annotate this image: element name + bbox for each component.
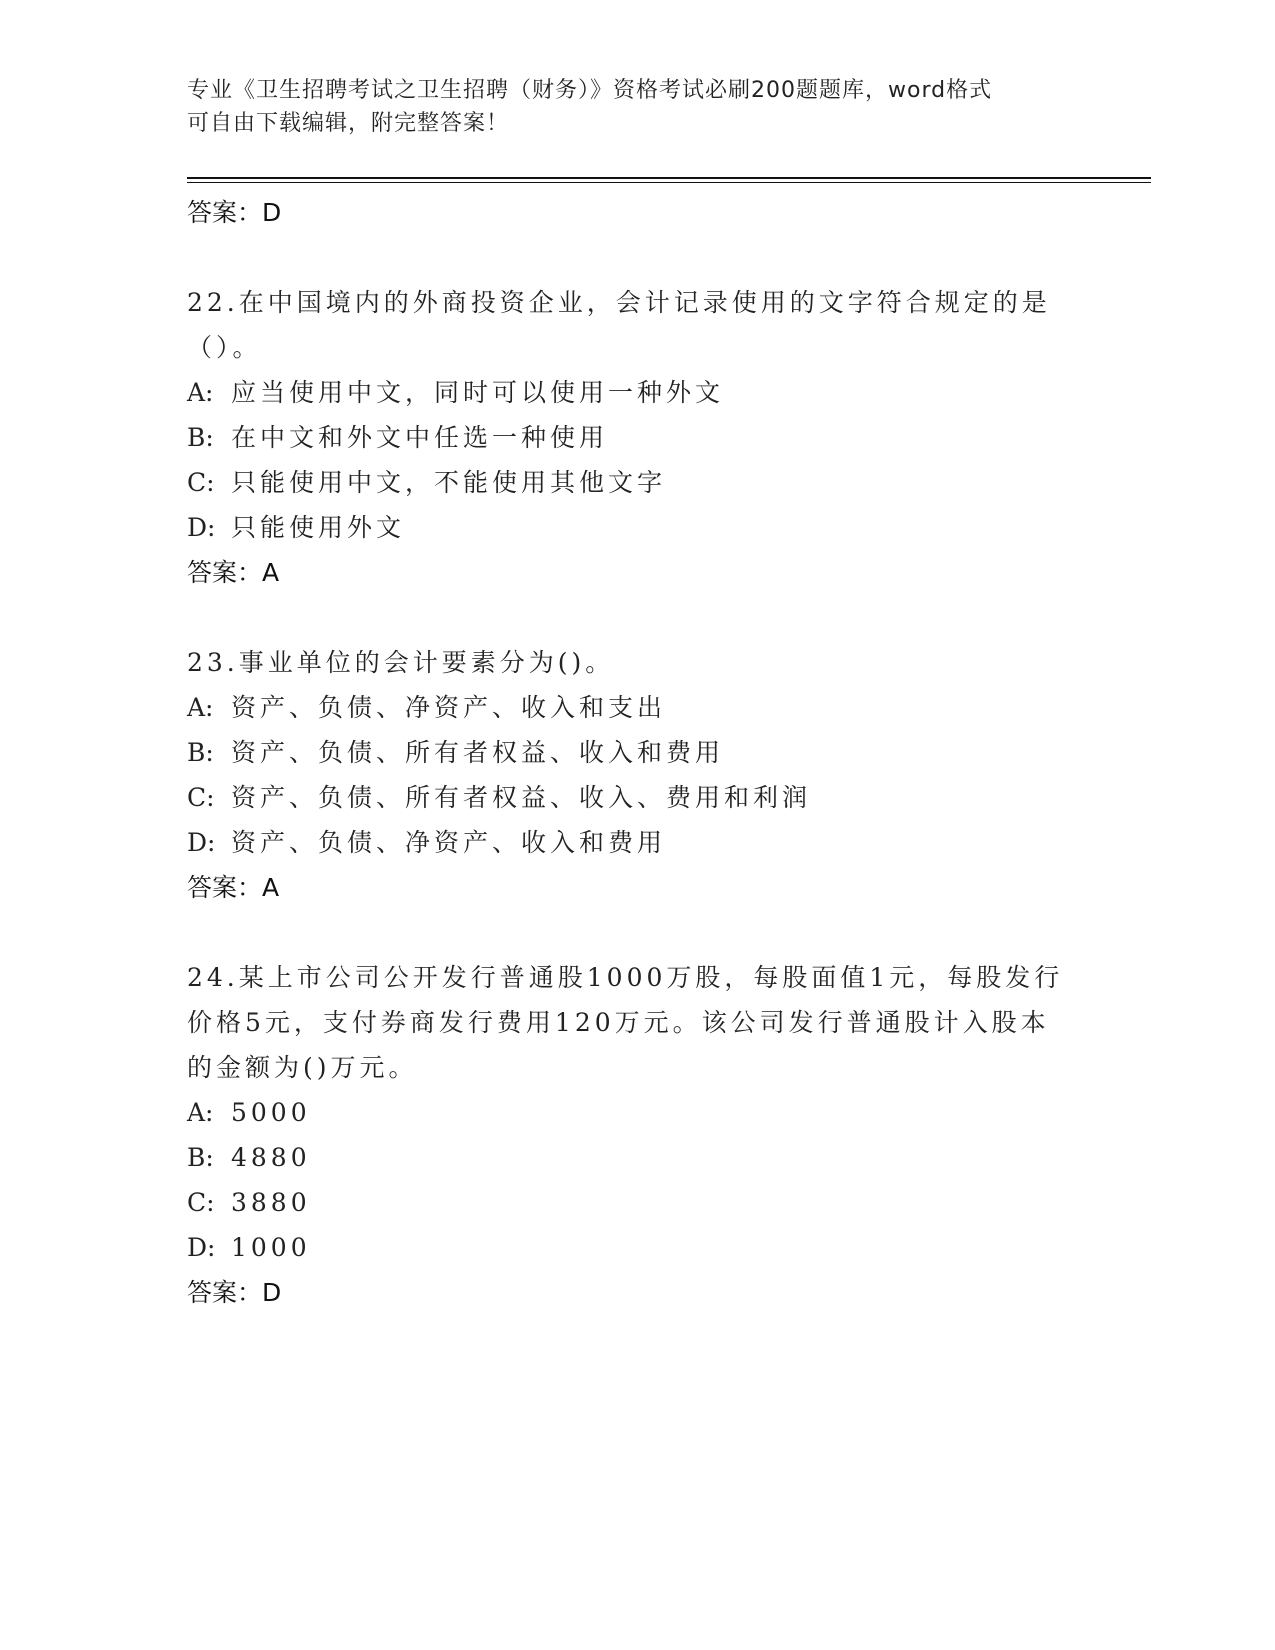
option-letter: D: (187, 1233, 216, 1262)
option-letter: B: (187, 1143, 214, 1172)
header-line-2: 可自由下载编辑，附完整答案！ (187, 111, 510, 136)
document-header (187, 74, 1087, 140)
option-text: 5000 (231, 1098, 311, 1127)
option-text: 应当使用中文，同时可以使用一种外文 (231, 378, 725, 407)
option-letter: B: (187, 423, 214, 452)
option-text: 资产、负债、所有者权益、收入、费用和利润 (231, 783, 812, 812)
option-text: 1000 (231, 1233, 311, 1262)
option-letter: C: (187, 783, 215, 812)
option-text: 资产、负债、所有者权益、收入和费用 (231, 738, 725, 767)
option-c (187, 460, 1147, 505)
spacer (187, 236, 1147, 280)
option-letter: B: (187, 738, 214, 767)
option-text: 3880 (231, 1188, 311, 1217)
header-line-1: 专业《卫生招聘考试之卫生招聘（财务）》资格考试必刷200题题库，word格式 (187, 78, 993, 103)
question-text: 23.事业单位的会计要素分为()。 (187, 648, 615, 677)
option-letter: C: (187, 1188, 215, 1217)
option-text: 只能使用中文，不能使用其他文字 (231, 468, 667, 497)
question-item (187, 640, 1147, 911)
question-text: 22.在中国境内的外商投资企业，会计记录使用的文字符合规定的是（）。 (187, 288, 1051, 362)
option-letter: C: (187, 468, 215, 497)
option-a (187, 1090, 1147, 1135)
option-letter: A: (187, 693, 214, 722)
answer-line: 答案：D (187, 1278, 282, 1307)
question-item (187, 955, 1147, 1316)
option-text: 在中文和外文中任选一种使用 (231, 423, 609, 452)
option-text: 资产、负债、净资产、收入和支出 (231, 693, 667, 722)
option-letter: D: (187, 828, 216, 857)
option-letter: A: (187, 378, 214, 407)
option-d (187, 505, 1147, 550)
answer-line: 答案：A (187, 558, 280, 587)
header-divider-thin (187, 182, 1151, 183)
spacer (187, 911, 1147, 955)
question-item (187, 280, 1147, 596)
option-a (187, 370, 1147, 415)
option-c (187, 1180, 1147, 1225)
option-a (187, 685, 1147, 730)
option-c (187, 775, 1147, 820)
answer-line: 答案：A (187, 873, 280, 902)
previous-answer: 答案：D (187, 198, 282, 227)
option-text: 资产、负债、净资产、收入和费用 (231, 828, 667, 857)
question-text: 24.某上市公司公开发行普通股1000万股，每股面值1元，每股发行价格5元，支付券商发行费用120万元。该公司发行普通股计入股本的金额为()万元。 (187, 963, 1064, 1082)
option-letter: A: (187, 1098, 214, 1127)
option-text: 只能使用外文 (231, 513, 406, 542)
option-d (187, 1225, 1147, 1270)
header-divider-thick (187, 177, 1151, 179)
option-b (187, 415, 1147, 460)
option-d (187, 820, 1147, 865)
option-b (187, 730, 1147, 775)
question-list (187, 190, 1147, 1316)
option-b (187, 1135, 1147, 1180)
option-letter: D: (187, 513, 216, 542)
spacer (187, 596, 1147, 640)
option-text: 4880 (231, 1143, 311, 1172)
